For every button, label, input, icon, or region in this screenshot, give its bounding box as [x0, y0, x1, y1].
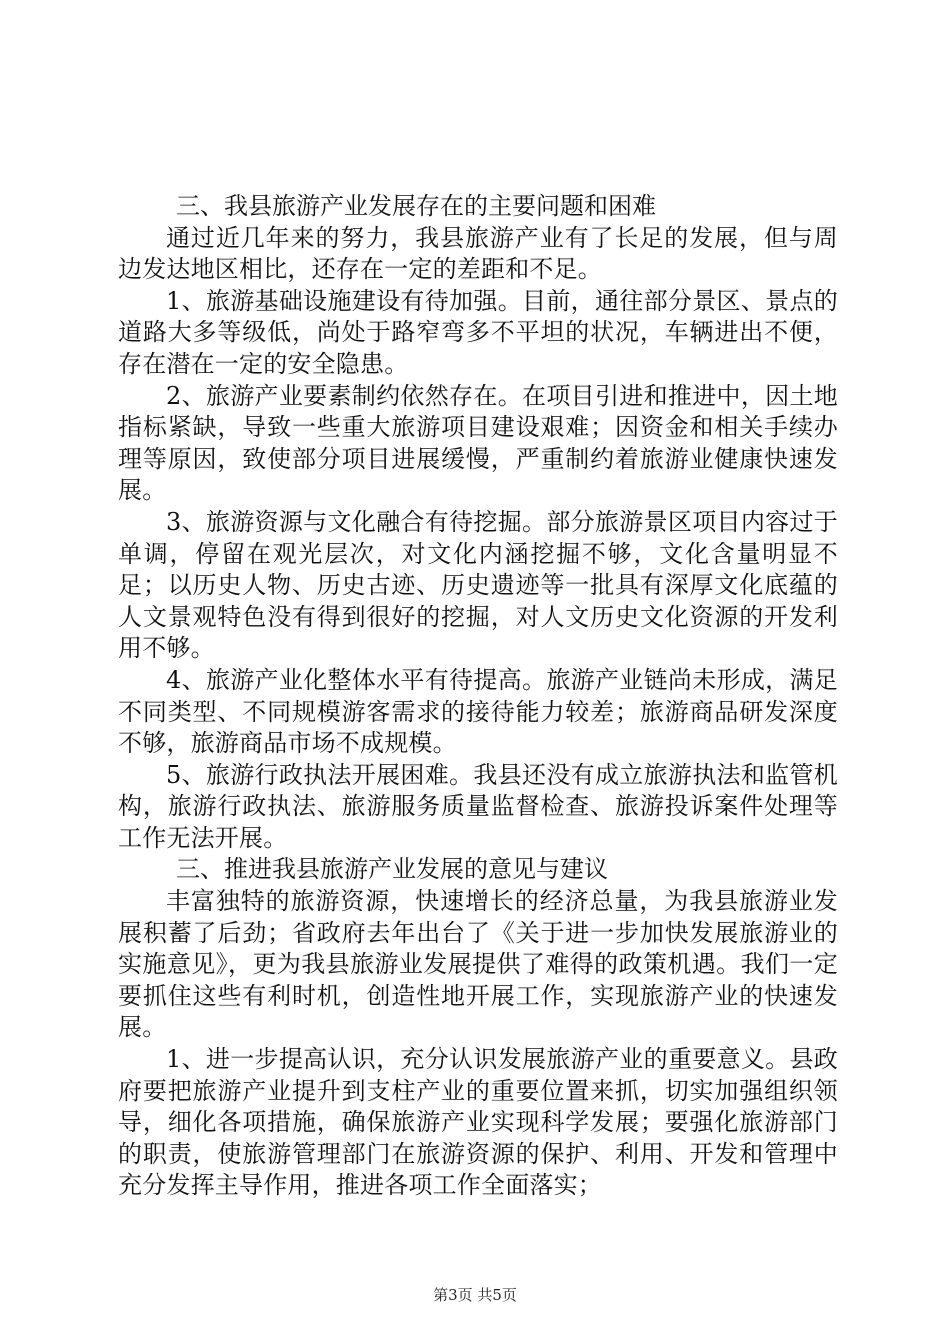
section-heading-problems: 三、我县旅游产业发展存在的主要问题和困难 [176, 192, 656, 220]
paragraph-suggestion-1: 1、进一步提高认识，充分认识发展旅游产业的重要意义。县政府要把旅游产业提升到支柱产业的重要位置来抓，切实加强组织领导，细化各项措施，确保旅游产业实现科学发展；要强化旅游部门的职责，使旅游管理部门在旅游资源的保护、利用、开发和管理中充分发挥主导作用，推进各项工作全面落实； [118, 1045, 838, 1200]
document-body [118, 191, 838, 1202]
paragraph-item-1: 1、旅游基础设施建设有待加强。目前，通往部分景区、景点的道路大多等级低，尚处于路窄弯多不平坦的状况，车辆进出不便，存在潜在一定的安全隐患。 [118, 286, 838, 378]
section-heading-suggestions: 三、推进我县旅游产业发展的意见与建议 [176, 855, 608, 884]
paragraph-suggestions-intro: 丰富独特的旅游资源，快速增长的经济总量，为我县旅游业发展积蓄了后劲；省政府去年出台了《关于进一步加快发展旅游业的实施意见》，更为我县旅游业发展提供了难得的政策机遇。我们一定要抓住这些有利时机，创造性地开展工作，实现旅游产业的快速发展。 [118, 887, 838, 1042]
page-footer: 第3页 共5页 [433, 1286, 517, 1304]
paragraph-intro: 通过近几年来的努力，我县旅游产业有了长足的发展，但与周边发达地区相比，还存在一定的差距和不足。 [118, 223, 838, 284]
paragraph-item-5: 5、旅游行政执法开展困难。我县还没有成立旅游执法和监管机构，旅游行政执法、旅游服务质量监督检查、旅游投诉案件处理等工作无法开展。 [118, 760, 838, 852]
paragraph-item-4: 4、旅游产业化整体水平有待提高。旅游产业链尚未形成，满足不同类型、不同规模游客需求的接待能力较差；旅游商品研发深度不够，旅游商品市场不成规模。 [118, 665, 838, 758]
paragraph-item-3: 3、旅游资源与文化融合有待挖掘。部分旅游景区项目内容过于单调，停留在观光层次，对文化内涵挖掘不够，文化含量明显不足；以历史人物、历史古迹、历史遗迹等一批具有深厚文化底蕴的人文景观特色没有得到很好的挖掘，对人文历史文化资源的开发利用不够。 [118, 507, 838, 663]
paragraph-item-2: 2、旅游产业要素制约依然存在。在项目引进和推进中，因土地指标紧缺，导致一些重大旅游项目建设艰难；因资金和相关手续办理等原因，致使部分项目进展缓慢，严重制约着旅游业健康快速发展。 [118, 381, 838, 505]
